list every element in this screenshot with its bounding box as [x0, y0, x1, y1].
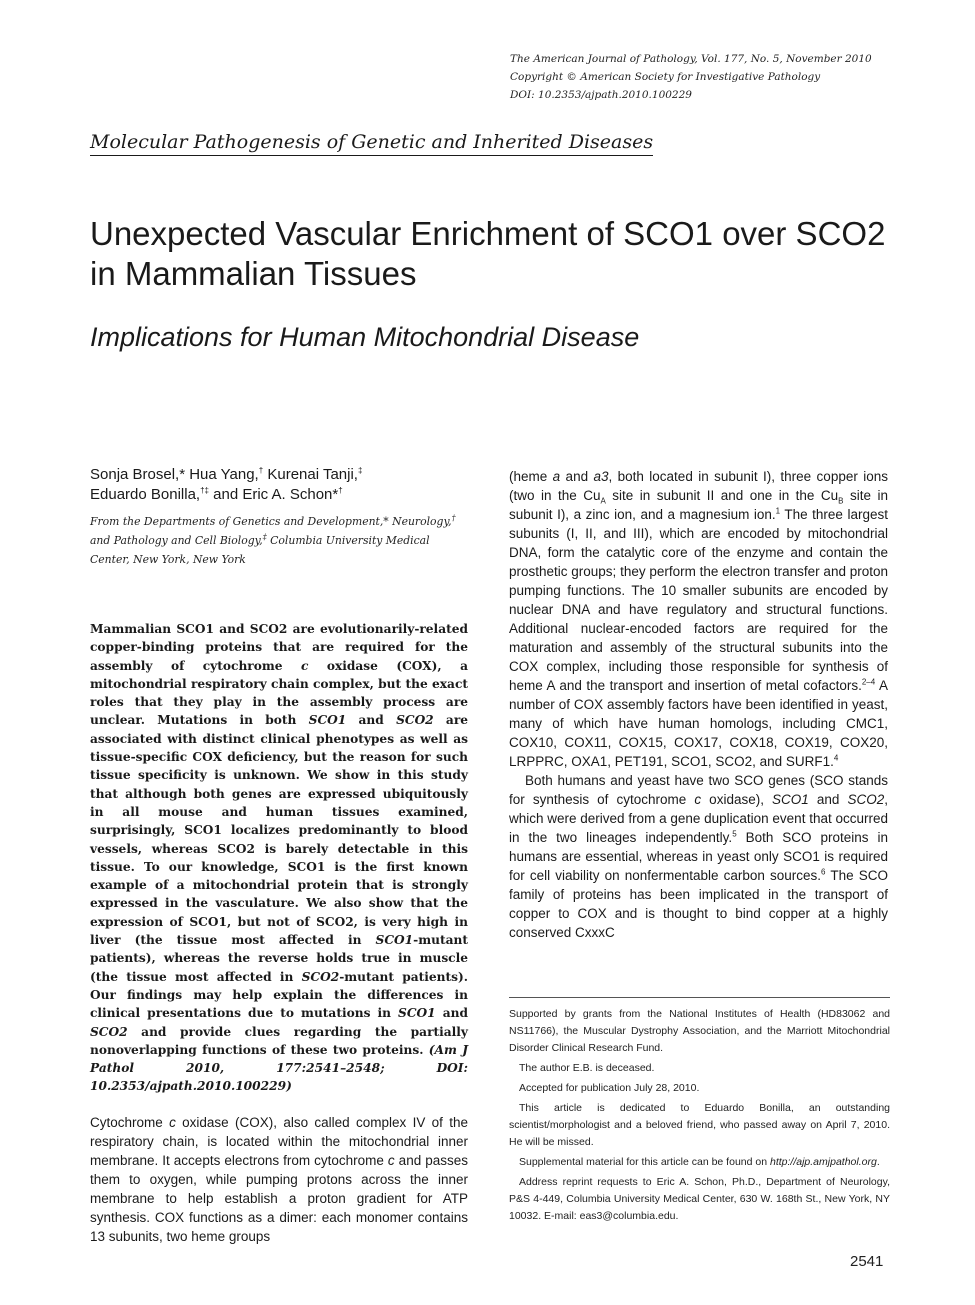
gene-name: SCO1: [375, 933, 414, 948]
abstract-text: and: [346, 713, 397, 728]
reference-mark: 6: [821, 867, 826, 877]
affiliation-mark: †: [451, 513, 456, 523]
author-list: [90, 465, 470, 505]
footnote-deceased: The author E.B. is deceased.: [519, 1062, 655, 1074]
body-text: and: [808, 792, 848, 807]
journal-copyright: Copyright © American Society for Investigative Pathology: [510, 71, 821, 83]
body-text: Both humans and yeast have two SCO genes (SCO stands for synthesis of cytochrome: [509, 773, 888, 807]
body-text: Cytochrome: [90, 1115, 170, 1130]
journal-doi: DOI: 10.2353/ajpath.2010.100229: [510, 89, 692, 101]
footnote-text: Supplemental material for this article can be found on: [519, 1156, 770, 1168]
footnote-accepted: Accepted for publication July 28, 2010.: [519, 1082, 700, 1094]
page-number: 2541: [850, 1253, 884, 1270]
affiliation-text: and Pathology and Cell Biology,: [90, 534, 263, 547]
body-text: (heme: [509, 469, 553, 484]
affiliation-text: From the Departments of Genetics and Development,* Neurology,: [90, 515, 452, 528]
gene-name: SCO2: [847, 792, 885, 807]
abstract-italic: c: [300, 658, 309, 673]
reference-mark: 1: [775, 506, 781, 516]
gene-name: SCO1: [772, 792, 809, 807]
abstract-text: -mutant patients). Our findings may help explain the differences in clinical presentations due to mutations in: [90, 969, 469, 1021]
body-text: site in subunit II and one in the Cu: [605, 488, 839, 503]
section-heading: Molecular Pathogenesis of Genetic and Inherited Diseases: [90, 131, 653, 156]
author-tanji: Kurenai Tanji,: [263, 466, 358, 483]
body-text: , which were derived from a gene duplication event that occurred in the two lineages independently.: [509, 792, 888, 845]
body-text: A number of COX assembly factors have been identified in yeast, many of which have human homologs, including CMC1, COX10, COX11, COX15, COX17, COX18, COX19, COX20, LRPPRC, OXA1, PET191, SCO1, SCO2, and SURF1.: [509, 678, 888, 769]
abstract: [90, 620, 468, 1096]
body-text: and: [560, 469, 594, 484]
article-title: Unexpected Vascular Enrichment of SCO1 over SCO2 in Mammalian Tissues: [90, 215, 886, 292]
subscript: B: [838, 496, 844, 506]
abstract-text: and: [435, 1006, 468, 1021]
journal-citation: The American Journal of Pathology, Vol. 177, No. 5, November 2010: [510, 53, 872, 65]
article-subtitle: Implications for Human Mitochondrial Disease: [90, 322, 640, 352]
footnote-text: .: [876, 1156, 880, 1168]
gene-name: SCO1: [398, 1006, 436, 1021]
affiliation-text: Columbia University Medical Center, New York, New York: [90, 534, 430, 566]
body-text: Both SCO proteins in humans are essential, whereas in yeast only SCO1 is required for cell viability on nonfermentable carbon sources.: [509, 830, 888, 883]
supplemental-link[interactable]: http://ajp.amjpathol.org: [769, 1156, 877, 1168]
footnote-supplemental: [509, 1154, 890, 1171]
body-italic: c: [694, 792, 702, 807]
reference-mark: 5: [732, 829, 737, 839]
paragraph: [509, 467, 888, 771]
footnote-divider: [509, 997, 890, 998]
gene-name: SCO2: [396, 713, 434, 728]
body-text: and passes them to oxygen, while pumping protons across the inner membrane to help establish a proton gradient for ATP synthesis. COX functions as a dimer: each monomer contains 13 subunits, two heme groups: [90, 1153, 468, 1244]
body-text-left: [90, 1113, 468, 1246]
body-text-right: [509, 467, 888, 942]
footnote-dedication: This article is dedicated to Eduardo Bonilla, an outstanding scientist/morphologist and a beloved friend, who passed away on April 7, 2010. He will be missed.: [509, 1102, 890, 1148]
journal-header: [510, 50, 930, 104]
author-mark: †: [258, 466, 264, 475]
footnotes: [509, 1006, 890, 1228]
gene-name: SCO1: [308, 713, 347, 728]
body-text: The SCO family of proteins has been implicated in the transport of copper to COX and is thought to bind copper at a highly conserved CxxxC: [509, 868, 888, 940]
reference-mark: 2–4: [861, 677, 876, 687]
abstract-citation: (Am J Pathol 2010, 177:2541–2548; DOI: 10.2353/ajpath.2010.100229): [90, 1042, 468, 1094]
abstract-text: oxidase (COX), a mitochondrial respiratory chain complex, but the exact roles that they play in the assembly process are unclear. Mutations in both: [90, 658, 468, 728]
subscript: A: [600, 496, 606, 506]
body-italic: c: [169, 1115, 176, 1130]
affiliation: [90, 512, 470, 569]
abstract-text: are associated with distinct clinical phenotypes as well as tissue-specific COX deficiency, but the reason for such tissue specificity is unknown. We show in this study that although both genes are expressed ubiquitously in all mouse and human tissues examined, surprisingly, SCO1 localizes predominantly to blood vessels, whereas SCO2 is barely detectable in this tissue. To our knowledge, SCO1 is the first known example of a mitochondrial protein that is strongly expressed in the vasculature. We also show that the expression of SCO1, but not of SCO2, is very high in liver (the tissue most affected in: [90, 713, 469, 948]
footnote-support: Supported by grants from the National Institutes of Health (HD83062 and NS11766), the Muscular Dystrophy Association, and the Marriott Mitochondrial Disorder Clinical Research Fund.: [509, 1008, 890, 1054]
body-text: The three largest subunits (I, II, and III), which are encoded by mitochondrial DNA, form the catalytic core of the enzyme and contain the prosthetic groups; they perform the electron transfer and proton pumping functions. The 10 smaller subunits are encoded by nuclear DNA and have regulatory and structural functions. Additional nuclear-encoded factors are required for the maturation and assembly of the structural subunits into the COX complex, including those responsible for synthesis of heme A and the transport and insertion of metal cofactors.: [509, 507, 888, 693]
author-mark: †‡: [200, 486, 209, 495]
abstract-text: -mutant patients), whereas the reverse holds true in muscle (the tissue most affected in: [90, 933, 468, 984]
body-text: oxidase (COX), also called complex IV of the respiratory chain, is located within the mitochondrial inner membrane. It accepts electrons from cytochrome: [90, 1115, 468, 1168]
reference-mark: 4: [833, 753, 839, 763]
paragraph: [509, 771, 888, 942]
abstract-text: and provide clues regarding the partially nonoverlapping functions of these two proteins.: [90, 1024, 468, 1057]
body-text: oxidase),: [701, 792, 773, 807]
author-mark: ‡: [357, 466, 363, 475]
body-text: , both located in subunit I), three copper ions (two in the Cu: [509, 469, 888, 503]
author-bonilla: Eduardo Bonilla,: [90, 486, 201, 503]
footnote-reprint: Address reprint requests to Eric A. Schon, Ph.D., Department of Neurology, P&S 4-449, Columbia University Medical Center, 630 W. 168th St., New York, NY 10032. E-mail: eas3@columbia.edu.: [509, 1176, 890, 1222]
author-schon: and Eric A. Schon*: [208, 486, 339, 503]
body-italic: c: [387, 1153, 395, 1168]
body-text: site in subunit I), a zinc ion, and a magnesium ion.: [509, 488, 888, 522]
author-brosel-yang: Sonja Brosel,* Hua Yang,: [90, 466, 259, 483]
body-italic: a: [552, 469, 561, 484]
author-mark: †: [338, 486, 343, 495]
abstract-text: Mammalian SCO1 and SCO2 are evolutionarily-related copper-binding proteins that are required for the assembly of cytochrome: [90, 622, 468, 673]
gene-name: SCO2: [301, 969, 340, 984]
body-italic: a3: [593, 469, 609, 484]
gene-name: SCO2: [90, 1024, 128, 1039]
affiliation-mark: ‡: [262, 532, 267, 542]
